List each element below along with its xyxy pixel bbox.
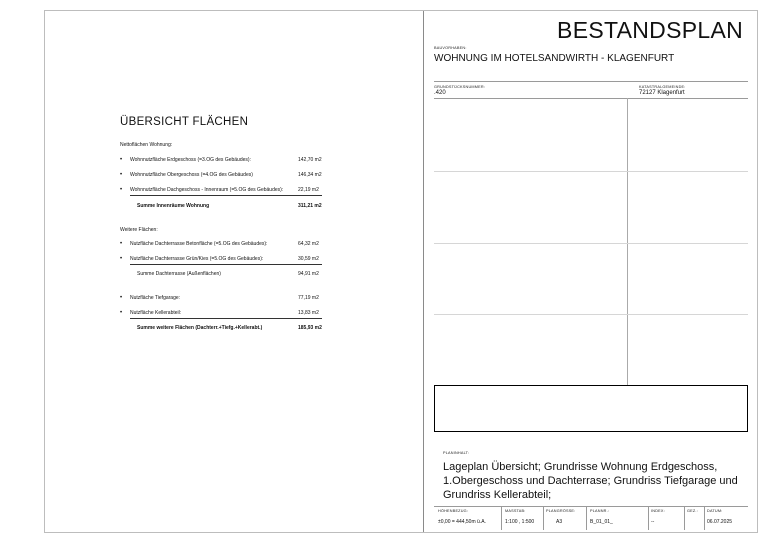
scale-value: 1:100 , 1:500 [505, 519, 535, 525]
bullet-icon: • [120, 157, 123, 163]
plan-sheet: ÜBERSICHT FLÄCHEN Nettoflächen Wohnung: • Wohnnutzfläche Erdgeschoss (=3.OG des Gebäudes): 142,70 m2 • Wohnnutzfläche Obergeschoss (=4.OG des Gebäudes) 146,34 m2 • Wohnnutzfläche Dachgeschoss - Innenraum (=5.OG des Gebäudes): 22,19 m2 Summe Innenräume Wohnung 311,21 m2 Weitere Flächen: • Nutzfläche Dachterrasse Betonfläche (=5.OG des Gebäudes): 64,32 m2 • Nutzfläche Dachterrasse Grün/Kies (=5.OG des Gebäudes): 30,59 m2 Summe Dachterrasse (Außenflächen) 94,91 m2 • Nutzfläche Tiefgarage: 77,19 m2 • Nutzfläche Kellerabteil: 13,83 m2 Summe weitere Flächen (Dachterr.+Tiefg.+Kellerabt.) 185,93 m2 BESTANDSPLAN BAUVORHABEN: WOHNUNG IM HOTELSANDWIRTH - KLAGENFURT GRUNDSTÜCKSNUMMER: .420 KATASTRALGEMEINDE: 72127 Klagenfurt PLANINHALT: Lageplan Übersicht; Grundrisse Wohnung Erdgeschoss, 1.Obergeschoss und Dachterrase; Grundriss Tiefgarage und Grundriss Kellerabteil; HÖHENBEZUG: ±0,00 = 444,50m ü.A. MASSTAB: 1:100 , 1:500 PLANGRÖSSE: A3 PLANNR.: B_01_01_ INDEX: -- GEZ.: DATUM: 06.07.2025 [44, 10, 758, 533]
plot-number: .420 [434, 90, 446, 96]
plot-number-caption: GRUNDSTÜCKSNUMMER: [434, 85, 486, 89]
plan-size-value: A3 [556, 519, 563, 525]
bullet-icon: • [120, 187, 123, 193]
bullet-icon: • [120, 256, 123, 262]
sum-underline [130, 318, 322, 319]
net-areas-label: Nettoflächen Wohnung: [120, 142, 173, 148]
height-ref-caption: HÖHENBEZUG: [438, 509, 469, 513]
index-caption: INDEX: [651, 509, 665, 513]
bullet-icon: • [120, 172, 123, 178]
footer-divider [586, 506, 587, 530]
footer-divider [648, 506, 649, 530]
area-overview-title: ÜBERSICHT FLÄCHEN [120, 116, 249, 128]
project-name: WOHNUNG IM HOTELSANDWIRTH - KLAGENFURT [434, 53, 675, 64]
plan-grid-line [434, 171, 748, 172]
plan-number-value: B_01_01_ [590, 519, 613, 525]
further-areas-label: Weitere Flächen: [120, 227, 158, 233]
footer-top-line [434, 506, 748, 507]
bullet-icon: • [120, 295, 123, 301]
plan-content: Lageplan Übersicht; Grundrisse Wohnung Erdgeschoss, 1.Obergeschoss und Dachterrase; Grundriss Tiefgarage und Grundriss Kellerabteil; [443, 461, 738, 501]
sum-underline [130, 264, 322, 265]
footer-divider [501, 506, 502, 530]
separator-line [434, 81, 748, 82]
drawn-by-caption: GEZ.: [687, 509, 698, 513]
height-ref-value: ±0,00 = 444,50m ü.A. [438, 519, 486, 525]
plan-grid-divider [627, 98, 628, 385]
project-caption: BAUVORHABEN: [434, 46, 467, 50]
plan-grid-line [434, 314, 748, 315]
date-value: 06.07.2025 [707, 519, 733, 525]
footer-divider [704, 506, 705, 530]
date-caption: DATUM: [707, 509, 723, 513]
footer-divider [684, 506, 685, 530]
sum-underline [130, 195, 322, 196]
plan-title: BESTANDSPLAN [557, 17, 743, 43]
cadastral-value: 72127 Klagenfurt [639, 90, 685, 96]
plan-grid-line [434, 243, 748, 244]
sheet-divider [423, 11, 424, 532]
bullet-icon: • [120, 310, 123, 316]
index-value: -- [651, 519, 655, 525]
cadastral-caption: KATASTRALGEMEINDE: [639, 85, 686, 89]
plan-number-caption: PLANNR.: [590, 509, 610, 513]
plan-content-caption: PLANINHALT: [443, 451, 469, 455]
separator-line [434, 98, 748, 99]
footer-divider [543, 506, 544, 530]
plan-stamp-box [434, 385, 748, 432]
bullet-icon: • [120, 241, 123, 247]
plan-size-caption: PLANGRÖSSE: [546, 509, 576, 513]
scale-caption: MASSTAB: [505, 509, 526, 513]
